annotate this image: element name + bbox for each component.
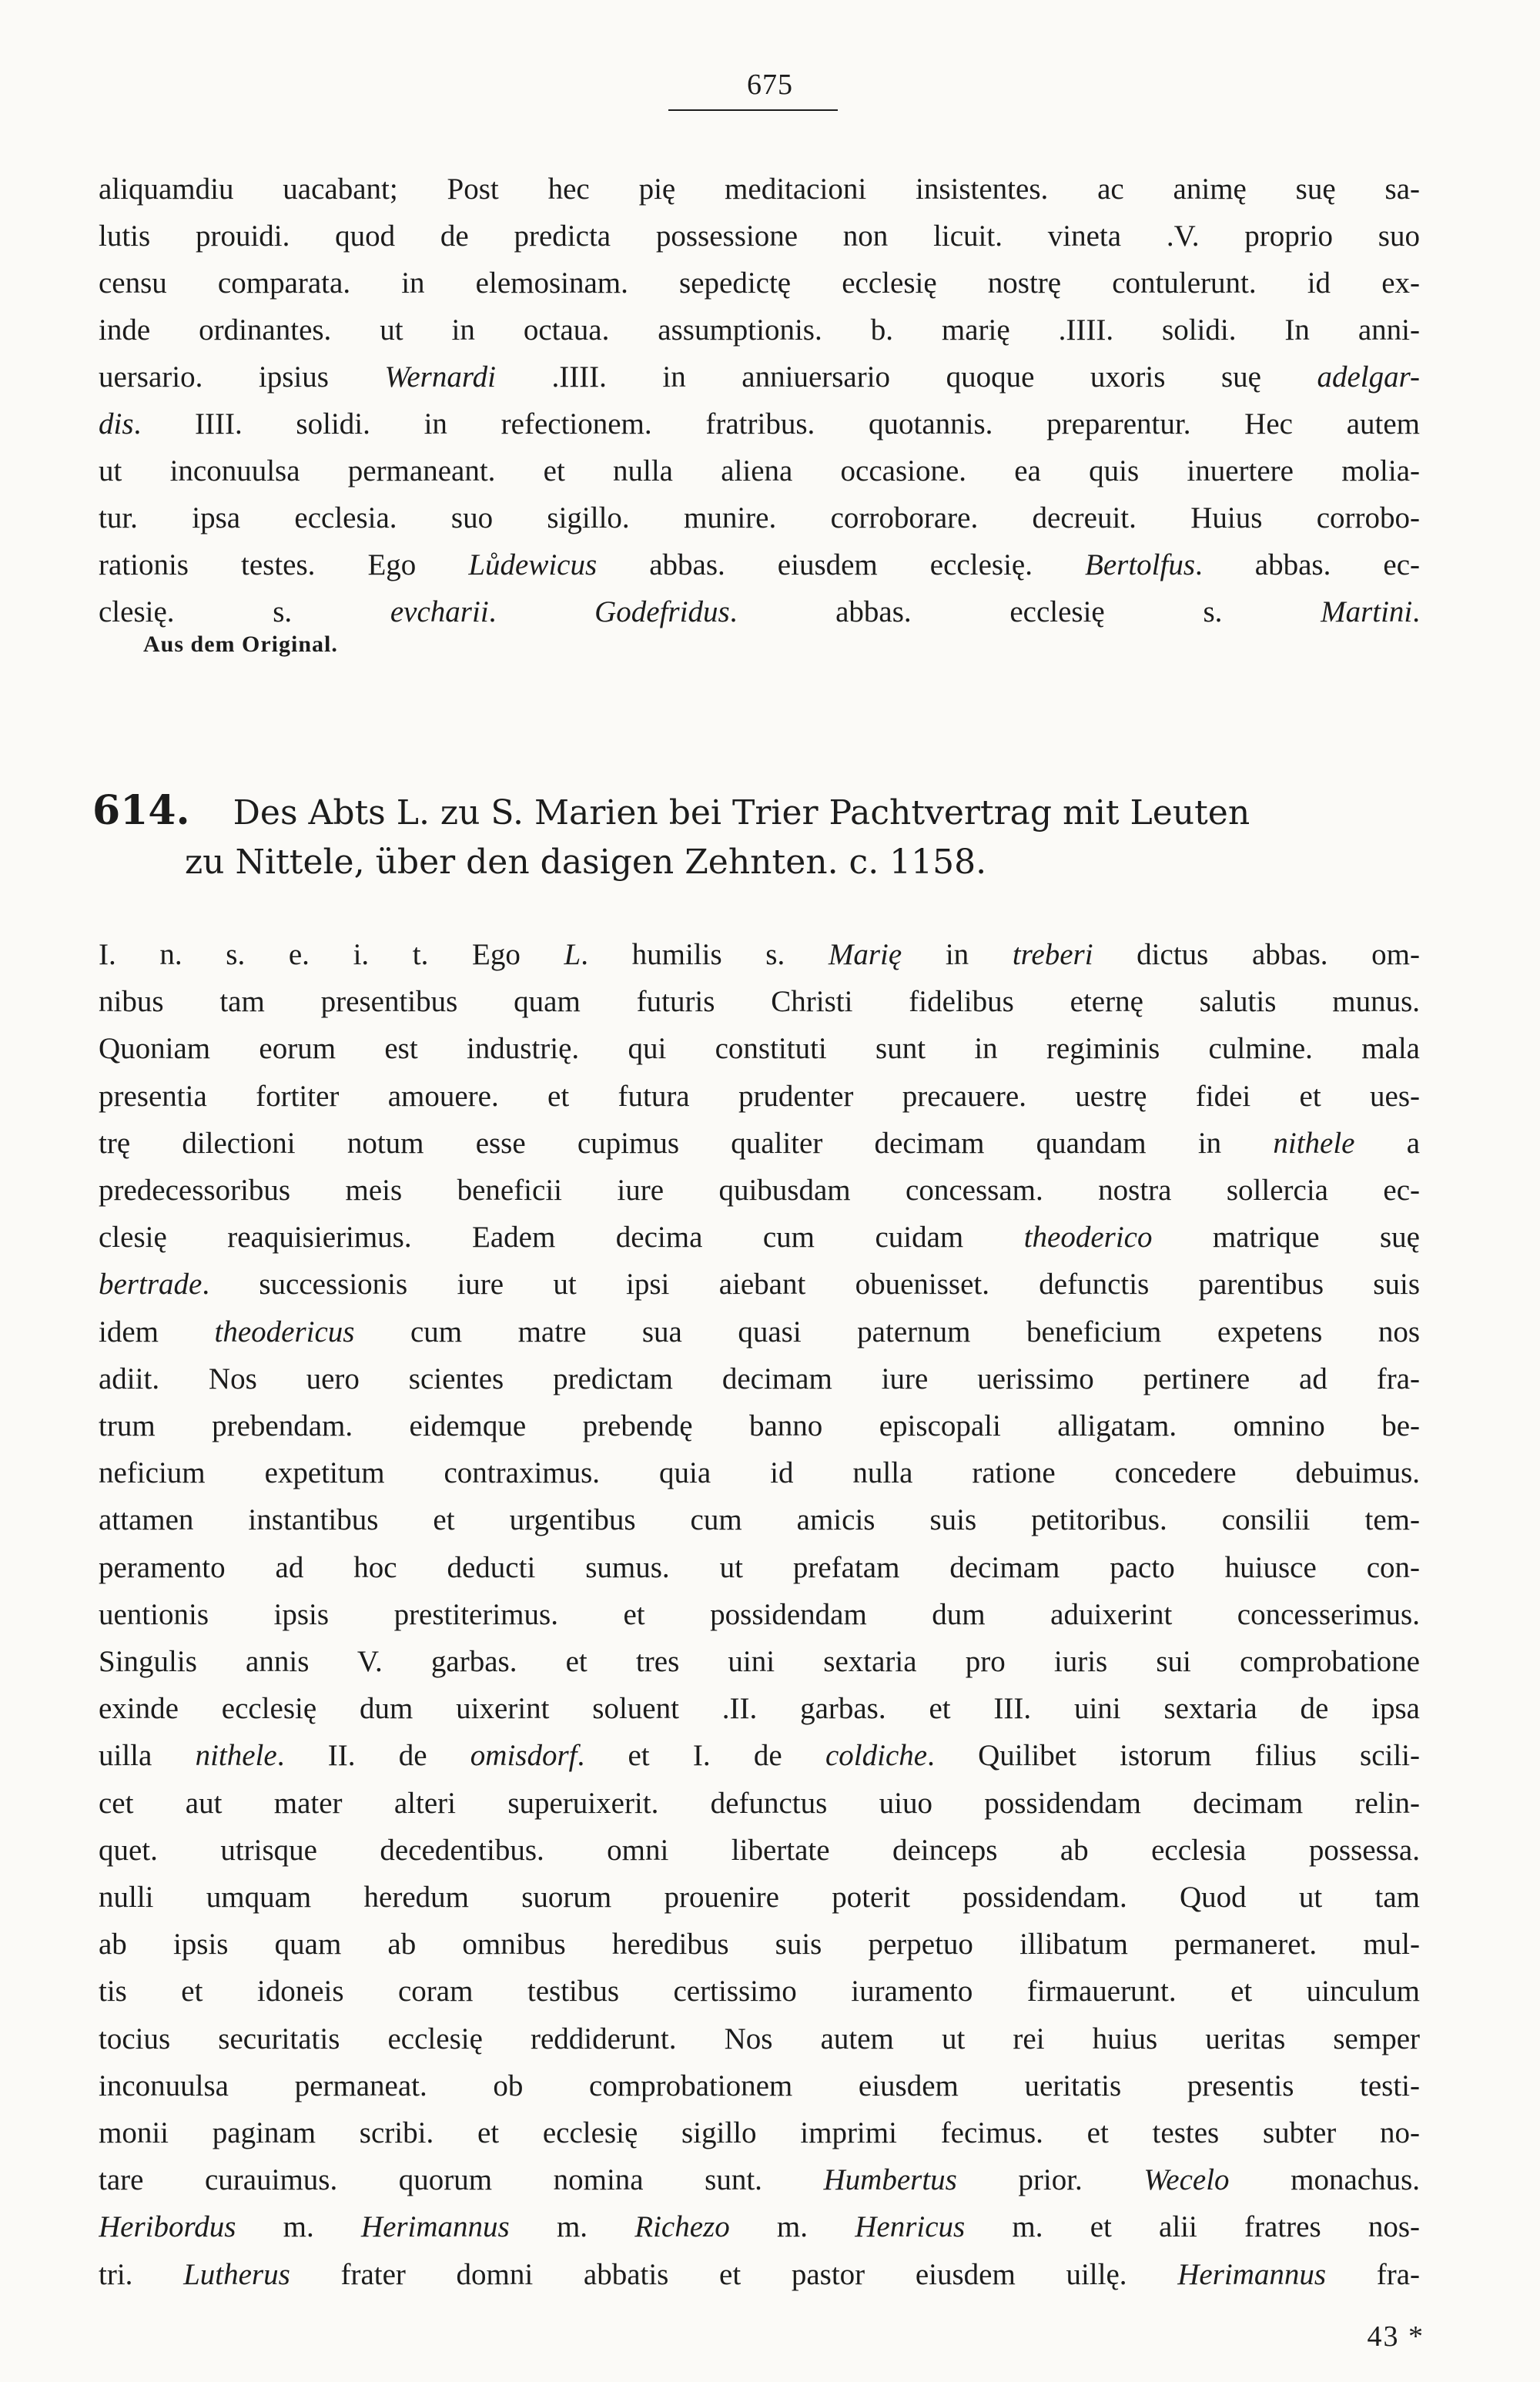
text-segment: clesię reaquisierimus. Eadem decima cum cuidam [99, 1221, 1024, 1255]
text-line [99, 1970, 1420, 2013]
italic-name: Lůdewicus [468, 548, 598, 581]
text-segment: Singulis annis V. garbas. et tres uini sextaria pro iuris sui comprobatione [99, 1645, 1420, 1678]
italic-name: Lutherus [183, 2257, 290, 2291]
text-segment: neficium expetitum contraximus. quia id nulla ratione concedere debuimus. [99, 1456, 1420, 1490]
text-line [99, 450, 1420, 493]
italic-name: nithele [1273, 1126, 1355, 1160]
text-segment: . Quilibet istorum filius scili- [927, 1739, 1420, 1773]
text-segment: . IIII. solidi. in refectionem. fratribus. quotannis. preparentur. Hec autem [133, 407, 1420, 441]
text-line [99, 403, 1420, 446]
italic-name: dis [99, 407, 134, 441]
text-segment: fra- [1326, 2257, 1420, 2291]
text-line [99, 1499, 1420, 1542]
text-segment: ab ipsis quam ab omnibus heredibus suis perpetuo illibatum permaneret. mul- [99, 1928, 1420, 1962]
document-heading [92, 784, 1424, 840]
text-segment: monii paginam scribi. et ecclesię sigillo imprimi fecimus. et testes subter no- [99, 2116, 1420, 2149]
text-line [99, 2018, 1420, 2061]
text-line [99, 1263, 1420, 1306]
italic-name: adelgar- [1317, 360, 1420, 394]
text-segment: . abbas. ec- [1195, 548, 1420, 581]
text-line [99, 933, 1420, 977]
text-line [99, 1640, 1420, 1683]
text-segment: in [902, 938, 1013, 971]
text-segment: censu comparata. in elemosinam. sepedictę ecclesię nostrę contulerunt. id ex- [99, 266, 1420, 300]
text-segment: ut inconuulsa permaneant. et nulla aliena occasione. ea quis inuertere molia- [99, 454, 1420, 487]
text-line [99, 980, 1420, 1023]
text-line [99, 1923, 1420, 1966]
text-line [99, 356, 1420, 399]
text-segment: quet. utrisque decedentibus. omni libertate deinceps ab ecclesia possessa. [99, 1833, 1420, 1867]
text-segment: clesię. s. [99, 595, 390, 628]
text-line [99, 1169, 1420, 1212]
text-line [99, 1782, 1420, 1825]
text-line [99, 2112, 1420, 2155]
italic-name: coldiche [825, 1739, 928, 1773]
italic-name: theoderico [1023, 1221, 1153, 1255]
italic-name: Herimannus [360, 2210, 510, 2244]
text-segment: . humilis s. [581, 938, 829, 971]
text-segment: . [488, 595, 595, 628]
italic-name: Bertolfus [1085, 548, 1196, 581]
text-line [99, 262, 1420, 305]
text-segment: inde ordinantes. ut in octaua. assumptionis. b. marię .IIII. solidi. In anni- [99, 313, 1420, 347]
text-line [99, 1405, 1420, 1448]
folio-signature: 43 * [1367, 2320, 1424, 2353]
text-segment: tocius securitatis ecclesię reddiderunt. Nos autem ut rei huius ueritas semper [99, 2022, 1420, 2055]
italic-name: omisdorf [470, 1739, 578, 1773]
text-segment: attamen instantibus et urgentibus cum amicis suis petitoribus. consilii tem- [99, 1503, 1420, 1537]
text-segment: cum matre sua quasi paternum beneficium expetens nos [354, 1315, 1420, 1348]
italic-name: Humbertus [823, 2163, 957, 2197]
text-line [99, 1358, 1420, 1401]
text-segment: trę dilectioni notum esse cupimus qualiter decimam quandam in [99, 1126, 1274, 1160]
text-segment: m. [729, 2210, 855, 2244]
text-line [99, 497, 1420, 540]
text-segment: rationis testes. Ego [99, 548, 469, 581]
text-segment: Quoniam eorum est industrię. qui constituti sunt in regiminis culmine. mala [99, 1032, 1420, 1066]
text-line [99, 2206, 1420, 2249]
text-segment: uilla [99, 1739, 196, 1773]
text-segment: aliquamdiu uacabant; Post hec pię meditacioni insistentes. ac animę suę sa- [99, 173, 1420, 206]
italic-name: Richezo [634, 2210, 730, 2244]
text-segment: tur. ipsa ecclesia. suo sigillo. munire. corroborare. decreuit. Huius corrobo- [99, 501, 1420, 534]
italic-name: evcharii [390, 595, 489, 628]
text-segment: cet aut mater alteri superuixerit. defunctus uiuo possidendam decimam relin- [99, 1786, 1420, 1820]
text-segment: frater domni abbatis et pastor eiusdem uillę. [290, 2257, 1178, 2291]
text-line [99, 2065, 1420, 2108]
text-segment: nibus tam presentibus quam futuris Christi fidelibus eternę salutis munus. [99, 985, 1420, 1019]
italic-name: Heribordus [99, 2210, 236, 2244]
text-segment: m. [509, 2210, 635, 2244]
text-line [99, 309, 1420, 352]
document-title-line-1: Des Abts L. zu S. Marien bei Trier Pachtvertrag mit Leuten [233, 793, 1250, 833]
header-rule [668, 109, 838, 111]
text-segment: tri. [99, 2257, 184, 2291]
text-segment: monachus. [1229, 2163, 1420, 2197]
text-segment: a [1354, 1126, 1420, 1160]
italic-name: nithele [195, 1739, 277, 1773]
text-segment: .IIII. in anniuersario quoque uxoris suę [495, 360, 1317, 394]
text-line [99, 2253, 1420, 2297]
italic-name: Herimannus [1177, 2257, 1327, 2291]
text-line [99, 544, 1420, 587]
text-segment: adiit. Nos uero scientes predictam decimam iure uerissimo pertinere ad fra- [99, 1362, 1420, 1395]
italic-name: bertrade [99, 1268, 203, 1302]
text-segment: exinde ecclesię dum uixerint soluent .II. garbas. et III. uini sextaria de ipsa [99, 1692, 1420, 1726]
text-segment: nulli umquam heredum suorum prouenire poterit possidendam. Quod ut tam [99, 1881, 1420, 1914]
source-note: Aus dem Original. [143, 632, 338, 657]
italic-name: Henricus [855, 2210, 966, 2244]
text-line [99, 2159, 1420, 2202]
text-line [99, 1027, 1420, 1070]
text-segment: lutis prouidi. quod de predicta possessione non licuit. vineta .V. proprio suo [99, 219, 1420, 253]
text-line [99, 1593, 1420, 1637]
text-segment: idem [99, 1315, 215, 1348]
text-line [99, 1122, 1420, 1165]
text-segment: inconuulsa permaneat. ob comprobationem eiusdem ueritatis presentis testi- [99, 2069, 1420, 2102]
italic-name: Godefridus [594, 595, 730, 628]
text-segment: I. n. s. e. i. t. Ego [99, 938, 564, 971]
text-segment: . II. de [276, 1739, 470, 1773]
text-segment: tare curauimus. quorum nomina sunt. [99, 2163, 824, 2197]
text-segment: . [1412, 595, 1420, 628]
italic-name: treberi [1012, 938, 1093, 971]
italic-name: L [564, 938, 581, 971]
text-segment: predecessoribus meis beneficii iure quibusdam concessam. nostra sollercia ec- [99, 1174, 1420, 1207]
text-line [99, 168, 1420, 211]
text-line [99, 1311, 1420, 1354]
text-segment: matrique suę [1152, 1221, 1420, 1255]
text-segment: peramento ad hoc deducti sumus. ut prefatam decimam pacto huiusce con- [99, 1550, 1420, 1584]
text-line [99, 591, 1420, 634]
italic-name: Wernardi [384, 360, 496, 394]
italic-name: Marię [828, 938, 902, 971]
text-line [99, 1687, 1420, 1730]
text-segment: m. et alii fratres nos- [965, 2210, 1420, 2244]
document-number: 614. [92, 787, 190, 834]
text-line [99, 1734, 1420, 1777]
text-segment: tis et idoneis coram testibus certissimo iuramento firmauerunt. et uinculum [99, 1975, 1420, 2008]
italic-name: Martini [1321, 595, 1413, 628]
text-segment: uersario. ipsius [99, 360, 385, 394]
page-number: 675 [747, 69, 793, 101]
text-line [99, 1829, 1420, 1872]
text-segment: dictus abbas. om- [1093, 938, 1420, 971]
text-line [99, 1546, 1420, 1590]
text-segment: . abbas. ecclesię s. [729, 595, 1321, 628]
text-segment: abbas. eiusdem ecclesię. [597, 548, 1086, 581]
text-segment: m. [236, 2210, 361, 2244]
document-title-line-2: zu Nittele, über den dasigen Zehnten. c. 1158. [185, 843, 987, 882]
text-segment: trum prebendam. eidemque prebendę banno episcopali alligatam. omnino be- [99, 1409, 1420, 1442]
italic-name: Wecelo [1143, 2163, 1230, 2197]
text-segment: presentia fortiter amouere. et futura prudenter precauere. uestrę fidei et ues- [99, 1079, 1420, 1113]
text-line [99, 1075, 1420, 1118]
text-segment: uentionis ipsis prestiterimus. et possidendam dum aduixerint concesserimus. [99, 1597, 1420, 1631]
text-line [99, 215, 1420, 258]
text-line [99, 1216, 1420, 1259]
text-segment: . successionis iure ut ipsi aiebant obuenisset. defunctis parentibus suis [202, 1268, 1420, 1302]
text-line [99, 1452, 1420, 1495]
text-line [99, 1876, 1420, 1919]
text-segment: prior. [956, 2163, 1144, 2197]
italic-name: theodericus [214, 1315, 355, 1348]
text-segment: . et I. de [577, 1739, 825, 1773]
